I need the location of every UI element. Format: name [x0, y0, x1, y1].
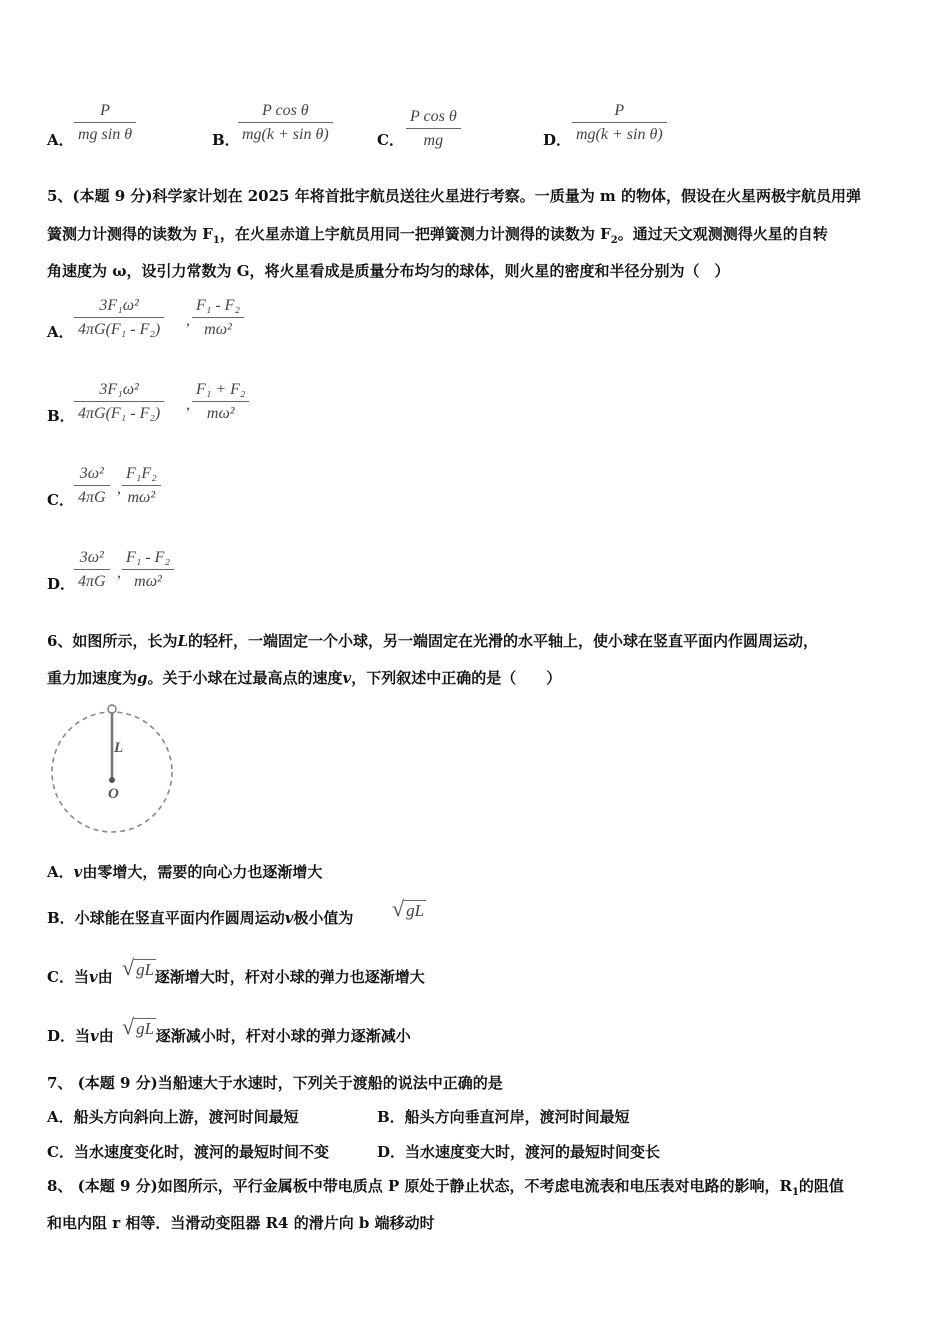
q6-d-text-c: 逐渐减小时，杆对小球的弹力逐渐减小 — [155, 1027, 411, 1045]
q5-c-comma: , — [117, 480, 121, 497]
q7-stem: 7、 (本题 9 分)当船速大于水速时，下列关于渡船的说法中正确的是 — [47, 1074, 503, 1092]
q4-b-numerator: P cos θ — [261, 102, 309, 119]
q5-option-b-label: B． — [47, 407, 75, 425]
q5-c-f1-denominator: 4πG — [74, 485, 110, 508]
q6-line2-part-b: 。关于小球在过最高点的速度 — [147, 669, 343, 687]
q4-option-c-formula — [406, 107, 461, 151]
q6-stem-line-1 — [47, 631, 818, 651]
q5-option-b-fraction-2 — [192, 380, 249, 424]
q6-d-var-v: v — [90, 1027, 99, 1045]
q6-option-c — [47, 967, 425, 987]
q5-d-f2-numerator: F₁ - F₂ — [126, 549, 170, 566]
q5-a-f1-numerator: 3F₁ω² — [99, 297, 139, 314]
q6-d-radicand: gL — [136, 1019, 155, 1038]
q8-stem-line-2: 和电内阻 r 相等．当滑动变阻器 R4 的滑片向 b 端移动时 — [47, 1214, 435, 1232]
q7-option-b: B．船头方向垂直河岸，渡河时间最短 — [377, 1108, 630, 1126]
q5-b-f1-numerator: 3F₁ω² — [99, 381, 139, 398]
q5-option-d-fraction-2 — [122, 548, 174, 592]
q6-d-radical-sign: √ — [122, 1014, 135, 1039]
q4-option-b-label: B． — [212, 131, 240, 149]
q6-c-text-c: 逐渐增大时，杆对小球的弹力也逐渐增大 — [154, 968, 425, 986]
q6-b-radicand: gL — [406, 901, 425, 920]
q5-b-f2-numerator: F₁ + F₂ — [196, 381, 246, 398]
q5-a-f2-denominator: mω² — [192, 317, 244, 340]
q6-c-label: C． — [47, 968, 74, 986]
q6-small-ball — [108, 705, 116, 713]
q6-c-sqrt-gL — [122, 955, 156, 981]
q6-d-text-b: 由 — [98, 1027, 114, 1045]
q4-d-numerator: P — [614, 102, 625, 119]
q6-b-sqrt-gL — [392, 896, 426, 922]
q4-option-d-label: D． — [543, 131, 572, 149]
q7-option-a: A．船头方向斜向上游，渡河时间最短 — [47, 1108, 299, 1126]
q5-stem-line-3: 角速度为 ω，设引力常数为 G，将火星看成是质量分布均匀的球体，则火星的密度和半径分别为（ ） — [47, 262, 730, 280]
q8-line1-part-b: 的阻值 — [798, 1177, 844, 1195]
q5-sub-1: 1 — [212, 235, 220, 246]
q6-a-label: A． — [47, 863, 74, 881]
q5-option-d-label: D． — [47, 575, 76, 593]
q5-stem-line-1: 5、(本题 9 分)科学家计划在 2025 年将首批宇航员送往火星进行考察。一质量为 m 的物体，假设在火星两极宇航员用弹 — [47, 187, 862, 205]
q6-b-text-a: 小球能在竖直平面内作圆周运动 — [74, 909, 285, 927]
q6-line1-part-b: 的轻杆，一端固定一个小球，另一端固定在光滑的水平轴上，使小球在竖直平面内作圆周运动， — [188, 632, 819, 650]
q4-option-b-formula — [238, 101, 333, 145]
q6-axis-point — [109, 777, 115, 783]
q6-c-var-v: v — [88, 968, 98, 986]
q5-option-d-fraction-1 — [74, 548, 110, 592]
q6-c-text-b: 由 — [97, 968, 113, 986]
q5-option-c-label: C． — [47, 491, 74, 509]
q5-a-f1-denominator: 4πG(F₁ - F₂) — [74, 317, 164, 340]
q5-c-f1-numerator: 3ω² — [79, 465, 104, 482]
q5-line2-part-b: ，在火星赤道上宇航员用同一把弹簧测力计测得的读数为 F — [219, 225, 611, 243]
q6-a-var-v: v — [73, 863, 83, 881]
q5-a-f2-numerator: F₁ - F₂ — [196, 297, 240, 314]
q6-c-radical-sign: √ — [122, 955, 135, 980]
q7-option-c: C．当水速度变化时，渡河的最短时间不变 — [47, 1143, 329, 1161]
q4-c-denominator: mg — [406, 128, 461, 151]
q4-a-denominator: mg sin θ — [74, 122, 136, 145]
q5-option-b-fraction-1 — [74, 380, 164, 424]
q5-option-c-fraction-1 — [74, 464, 110, 508]
q6-d-label: D． — [47, 1027, 76, 1045]
q6-circle-figure — [46, 700, 178, 840]
q5-d-f1-denominator: 4πG — [74, 569, 110, 592]
q6-var-v: v — [342, 669, 352, 687]
q5-option-a-label: A． — [47, 323, 74, 341]
q6-c-text-a: 当 — [73, 968, 89, 986]
q6-line1-part-a: 6、如图所示，长为 — [47, 632, 178, 650]
q6-option-b — [47, 908, 353, 928]
q4-option-d-formula — [572, 101, 667, 145]
q5-option-a-fraction-2 — [192, 296, 244, 340]
q4-c-numerator: P cos θ — [410, 108, 457, 125]
q5-sub-2: 2 — [610, 235, 618, 246]
q4-option-a-formula — [74, 101, 136, 145]
q6-option-a — [47, 862, 322, 882]
q6-b-text-b: 极小值为 — [293, 909, 354, 927]
q6-d-sqrt-gL — [122, 1014, 156, 1040]
q6-stem-line-2 — [47, 668, 561, 688]
q6-figure-label-O: O — [108, 786, 119, 802]
q5-stem-line-2 — [47, 224, 828, 251]
q6-c-radicand: gL — [136, 960, 155, 979]
q5-b-comma: , — [186, 396, 190, 413]
q5-option-c-fraction-2 — [122, 464, 161, 508]
q4-option-a-label: A． — [47, 131, 74, 149]
q8-sub-1: 1 — [791, 1187, 799, 1198]
q5-a-comma: , — [186, 312, 190, 329]
q5-option-a-fraction-1 — [74, 296, 164, 340]
q5-b-f1-denominator: 4πG(F₁ - F₂) — [74, 401, 164, 424]
q5-d-f1-numerator: 3ω² — [79, 549, 104, 566]
q5-line2-part-c: 。通过天文观测测得火星的自转 — [617, 225, 828, 243]
q6-d-text-a: 当 — [75, 1027, 91, 1045]
q6-var-L: L — [177, 632, 188, 650]
q5-d-comma: , — [117, 564, 121, 581]
q6-b-var-v: v — [284, 909, 294, 927]
q6-a-text: 由零增大，需要的向心力也逐渐增大 — [82, 863, 323, 881]
q6-var-g: g — [137, 669, 148, 687]
q6-b-label: B． — [47, 909, 75, 927]
q5-c-f2-numerator: F₁F₂ — [126, 465, 157, 482]
q5-d-f2-denominator: mω² — [122, 569, 174, 592]
q7-option-d: D．当水速度变大时，渡河的最短时间变长 — [377, 1143, 661, 1161]
q5-b-f2-denominator: mω² — [192, 401, 249, 424]
q6-figure-label-L: L — [114, 740, 124, 756]
q4-d-denominator: mg(k + sin θ) — [572, 122, 667, 145]
q5-c-f2-denominator: mω² — [122, 485, 161, 508]
q8-line1-part-a: 8、 (本题 9 分)如图所示，平行金属板中带电质点 P 原处于静止状态，不考虑电流表和电压表对电路的影响，R — [47, 1177, 792, 1195]
q6-option-d — [47, 1026, 411, 1046]
q5-line2-part-a: 簧测力计测得的读数为 F — [47, 225, 213, 243]
q6-b-radical-sign: √ — [392, 896, 405, 921]
q4-option-c-label: C． — [377, 131, 404, 149]
q4-b-denominator: mg(k + sin θ) — [238, 122, 333, 145]
q4-a-numerator: P — [100, 102, 110, 119]
q6-line2-part-c: ，下列叙述中正确的是（ ） — [351, 669, 562, 687]
q8-stem-line-1 — [47, 1176, 844, 1203]
q6-line2-part-a: 重力加速度为 — [47, 669, 138, 687]
